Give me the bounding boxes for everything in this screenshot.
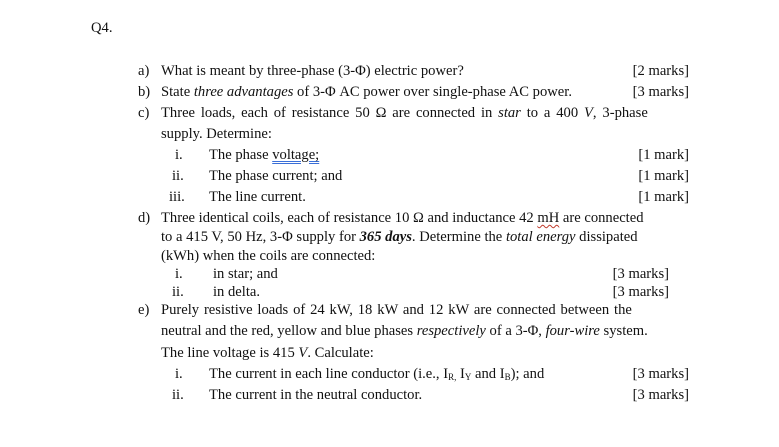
part-e-text: Purely resistive loads of 24 kW, 18 kW and 12 kW are connected between the (161, 302, 632, 318)
part-e-item-1 (0, 364, 779, 384)
part-e-label: e) (138, 302, 150, 318)
part-d-item-2-marks: [3 marks] (612, 284, 669, 300)
part-d-item-2 (0, 282, 779, 302)
part-e-text-2: neutral and the red, yellow and blue phases respectively of a 3-Φ, four-wire system. (161, 323, 648, 339)
question-number: Q4. (91, 20, 113, 36)
part-e-line1 (0, 300, 779, 320)
part-c-item-2 (0, 166, 779, 186)
part-a-text: What is meant by three-phase (3-Φ) electric power? (161, 63, 464, 79)
part-c-item-1-marks: [1 mark] (638, 147, 689, 163)
part-d-label: d) (138, 210, 151, 226)
part-d-item-1-label: i. (175, 266, 183, 282)
part-c-text-2: supply. Determine: (161, 126, 272, 142)
part-c-text: Three loads, each of resistance 50 Ω are connected in star to a 400 V, 3-phase (161, 105, 648, 121)
part-e-line2 (0, 321, 779, 341)
part-e-item-2-text: The current in the neutral conductor. (209, 387, 423, 403)
part-b (0, 82, 779, 102)
part-e-text-3: The line voltage is 415 V. Calculate: (161, 345, 374, 361)
part-b-text: State three advantages of 3-Φ AC power over single-phase AC power. (161, 84, 572, 100)
part-c-line1 (0, 103, 779, 123)
part-c-label: c) (138, 105, 150, 121)
part-a-label: a) (138, 63, 150, 79)
part-d-item-2-label: ii. (172, 284, 184, 300)
part-c-item-3 (0, 187, 779, 207)
part-b-label: b) (138, 84, 151, 100)
part-c-item-3-text: The line current. (209, 189, 306, 205)
part-d-item-1 (0, 264, 779, 284)
part-d-line1 (0, 208, 779, 228)
part-d-item-1-text: in star; and (213, 266, 278, 282)
part-c-item-3-marks: [1 mark] (638, 189, 689, 205)
part-c-item-2-text: The phase current; and (209, 168, 343, 184)
part-c-item-3-label: iii. (169, 189, 185, 205)
part-d-line2 (0, 227, 779, 247)
part-c-item-1 (0, 145, 779, 165)
part-e-item-2-label: ii. (172, 387, 184, 403)
part-d-text-3: (kWh) when the coils are connected: (161, 248, 376, 264)
part-d-item-1-marks: [3 marks] (612, 266, 669, 282)
part-c-item-1-label: i. (175, 147, 183, 163)
part-c-line2 (0, 124, 779, 144)
part-b-marks: [3 marks] (632, 84, 689, 100)
part-e-item-1-text: The current in each line conductor (i.e., $I_{R,}$ $I_Y$ and $I_B$); and (209, 366, 545, 382)
part-d-text-2: to a 415 V, 50 Hz, 3-Φ supply for 365 days. Determine the total energy dissipated (161, 229, 638, 245)
part-c-item-2-label: ii. (172, 168, 184, 184)
part-d-item-2-text: in delta. (213, 284, 261, 300)
part-d-text: Three identical coils, each of resistance 10 Ω and inductance 42 mH are connected (161, 210, 644, 226)
part-c-item-1-text: The phase voltage; (209, 147, 320, 163)
part-e-item-1-marks: [3 marks] (632, 366, 689, 382)
part-d-line3 (0, 246, 779, 266)
part-a-marks: [2 marks] (632, 63, 689, 79)
part-e-item-2 (0, 385, 779, 405)
part-a (0, 61, 779, 81)
part-e-item-2-marks: [3 marks] (632, 387, 689, 403)
part-e-line3 (0, 343, 779, 363)
part-e-item-1-label: i. (175, 366, 183, 382)
part-c-item-2-marks: [1 mark] (638, 168, 689, 184)
